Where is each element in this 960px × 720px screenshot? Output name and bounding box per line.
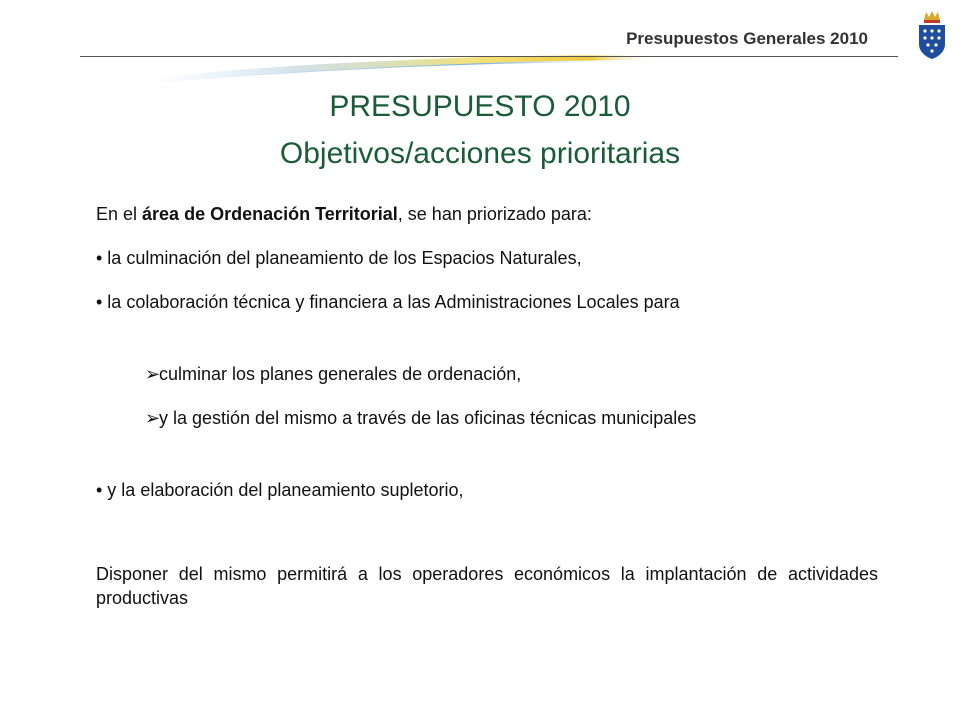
intro-area-name: área de Ordenación Territorial [142, 204, 398, 224]
header-title: Presupuestos Generales 2010 [626, 29, 868, 48]
conclusion-paragraph: Disponer del mismo permitirá a los operadores económicos la implantación de actividades productivas [96, 564, 878, 608]
intro-suffix: , se han priorizado para: [397, 204, 592, 224]
sub-bullet-item [145, 406, 878, 430]
arrow-bullet-icon: ➢ [145, 364, 161, 384]
slide-title: PRESUPUESTO 2010 [329, 90, 631, 123]
arrow-bullet-icon: ➢ [145, 408, 161, 428]
sub-bullet-text: y la gestión del mismo a través de las oficinas técnicas municipales [159, 408, 697, 428]
bullet-item: • la colaboración técnica y financiera a las Administraciones Locales para [96, 292, 680, 312]
sub-bullet-item [145, 362, 878, 386]
intro-paragraph [96, 202, 878, 226]
header-divider [80, 56, 898, 57]
header-swoosh [0, 52, 720, 92]
coat-of-arms-logo [916, 10, 948, 60]
sub-bullet-text: culminar los planes generales de ordenación, [159, 364, 522, 384]
bullet-item: • la culminación del planeamiento de los Espacios Naturales, [96, 248, 582, 268]
intro-prefix: En el [96, 204, 143, 224]
bullet-item: • y la elaboración del planeamiento supletorio, [96, 480, 464, 500]
slide-subtitle: Objetivos/acciones prioritarias [279, 137, 681, 170]
